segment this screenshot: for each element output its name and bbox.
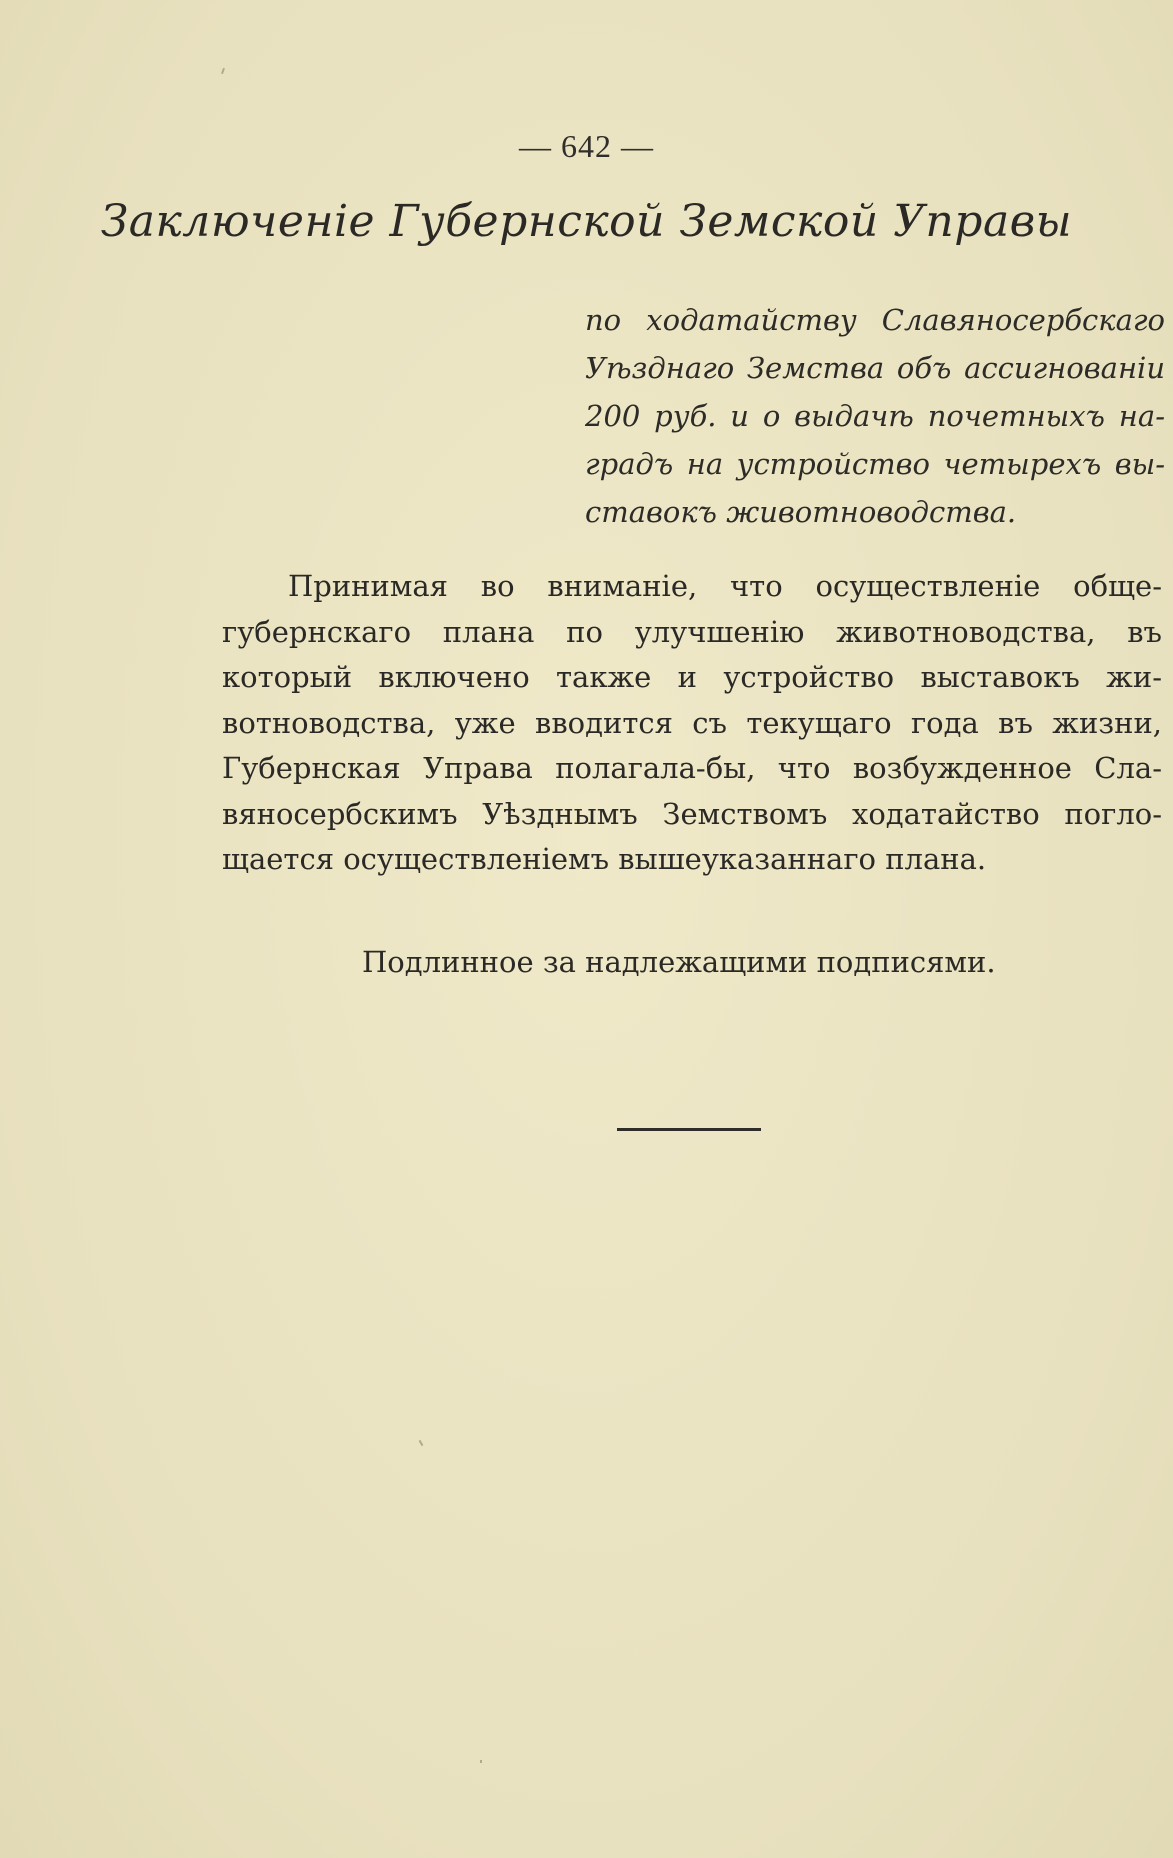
body-line: щается осуществленiемъ вышеуказаннаго плана.	[222, 842, 987, 876]
subtitle-line: Уѣзднаго Земства объ ассигнованiи	[585, 351, 1165, 385]
body-paragraph	[222, 564, 1162, 883]
body-line: вяносербскимъ Уѣзднымъ Земствомъ ходатайство погло-	[222, 796, 1162, 831]
document-subtitle	[585, 296, 1165, 536]
document-title: Заключенiе Губернской Земской Управы	[100, 196, 1073, 247]
body-line: Губернская Управа полагала-бы, что возбужденное Сла-	[222, 751, 1162, 785]
signature-note: Подлинное за надлежащими подписями.	[362, 945, 996, 979]
body-line: Принимая во вниманiе, что осуществленiе обще-	[288, 569, 1162, 603]
body-line: вотноводства, уже вводится съ текущаго года въ жизни,	[222, 705, 1162, 740]
subtitle-line: градъ на устройство четырехъ вы-	[585, 447, 1165, 481]
paper-speck	[221, 68, 225, 74]
page-number: — 642 —	[519, 128, 654, 164]
body-line: губернскаго плана по улучшенiю животноводства, въ	[222, 614, 1162, 649]
subtitle-line: 200 руб. и о выдачѣ почетныхъ на-	[585, 399, 1165, 433]
subtitle-line: по ходатайству Славяносербскаго	[585, 303, 1165, 337]
end-rule-divider	[617, 1128, 761, 1131]
paper-speck	[419, 1440, 424, 1446]
subtitle-line: ставокъ животноводства.	[585, 495, 1017, 529]
body-line: который включено также и устройство выставокъ жи-	[222, 660, 1162, 694]
paper-speck	[480, 1760, 482, 1763]
